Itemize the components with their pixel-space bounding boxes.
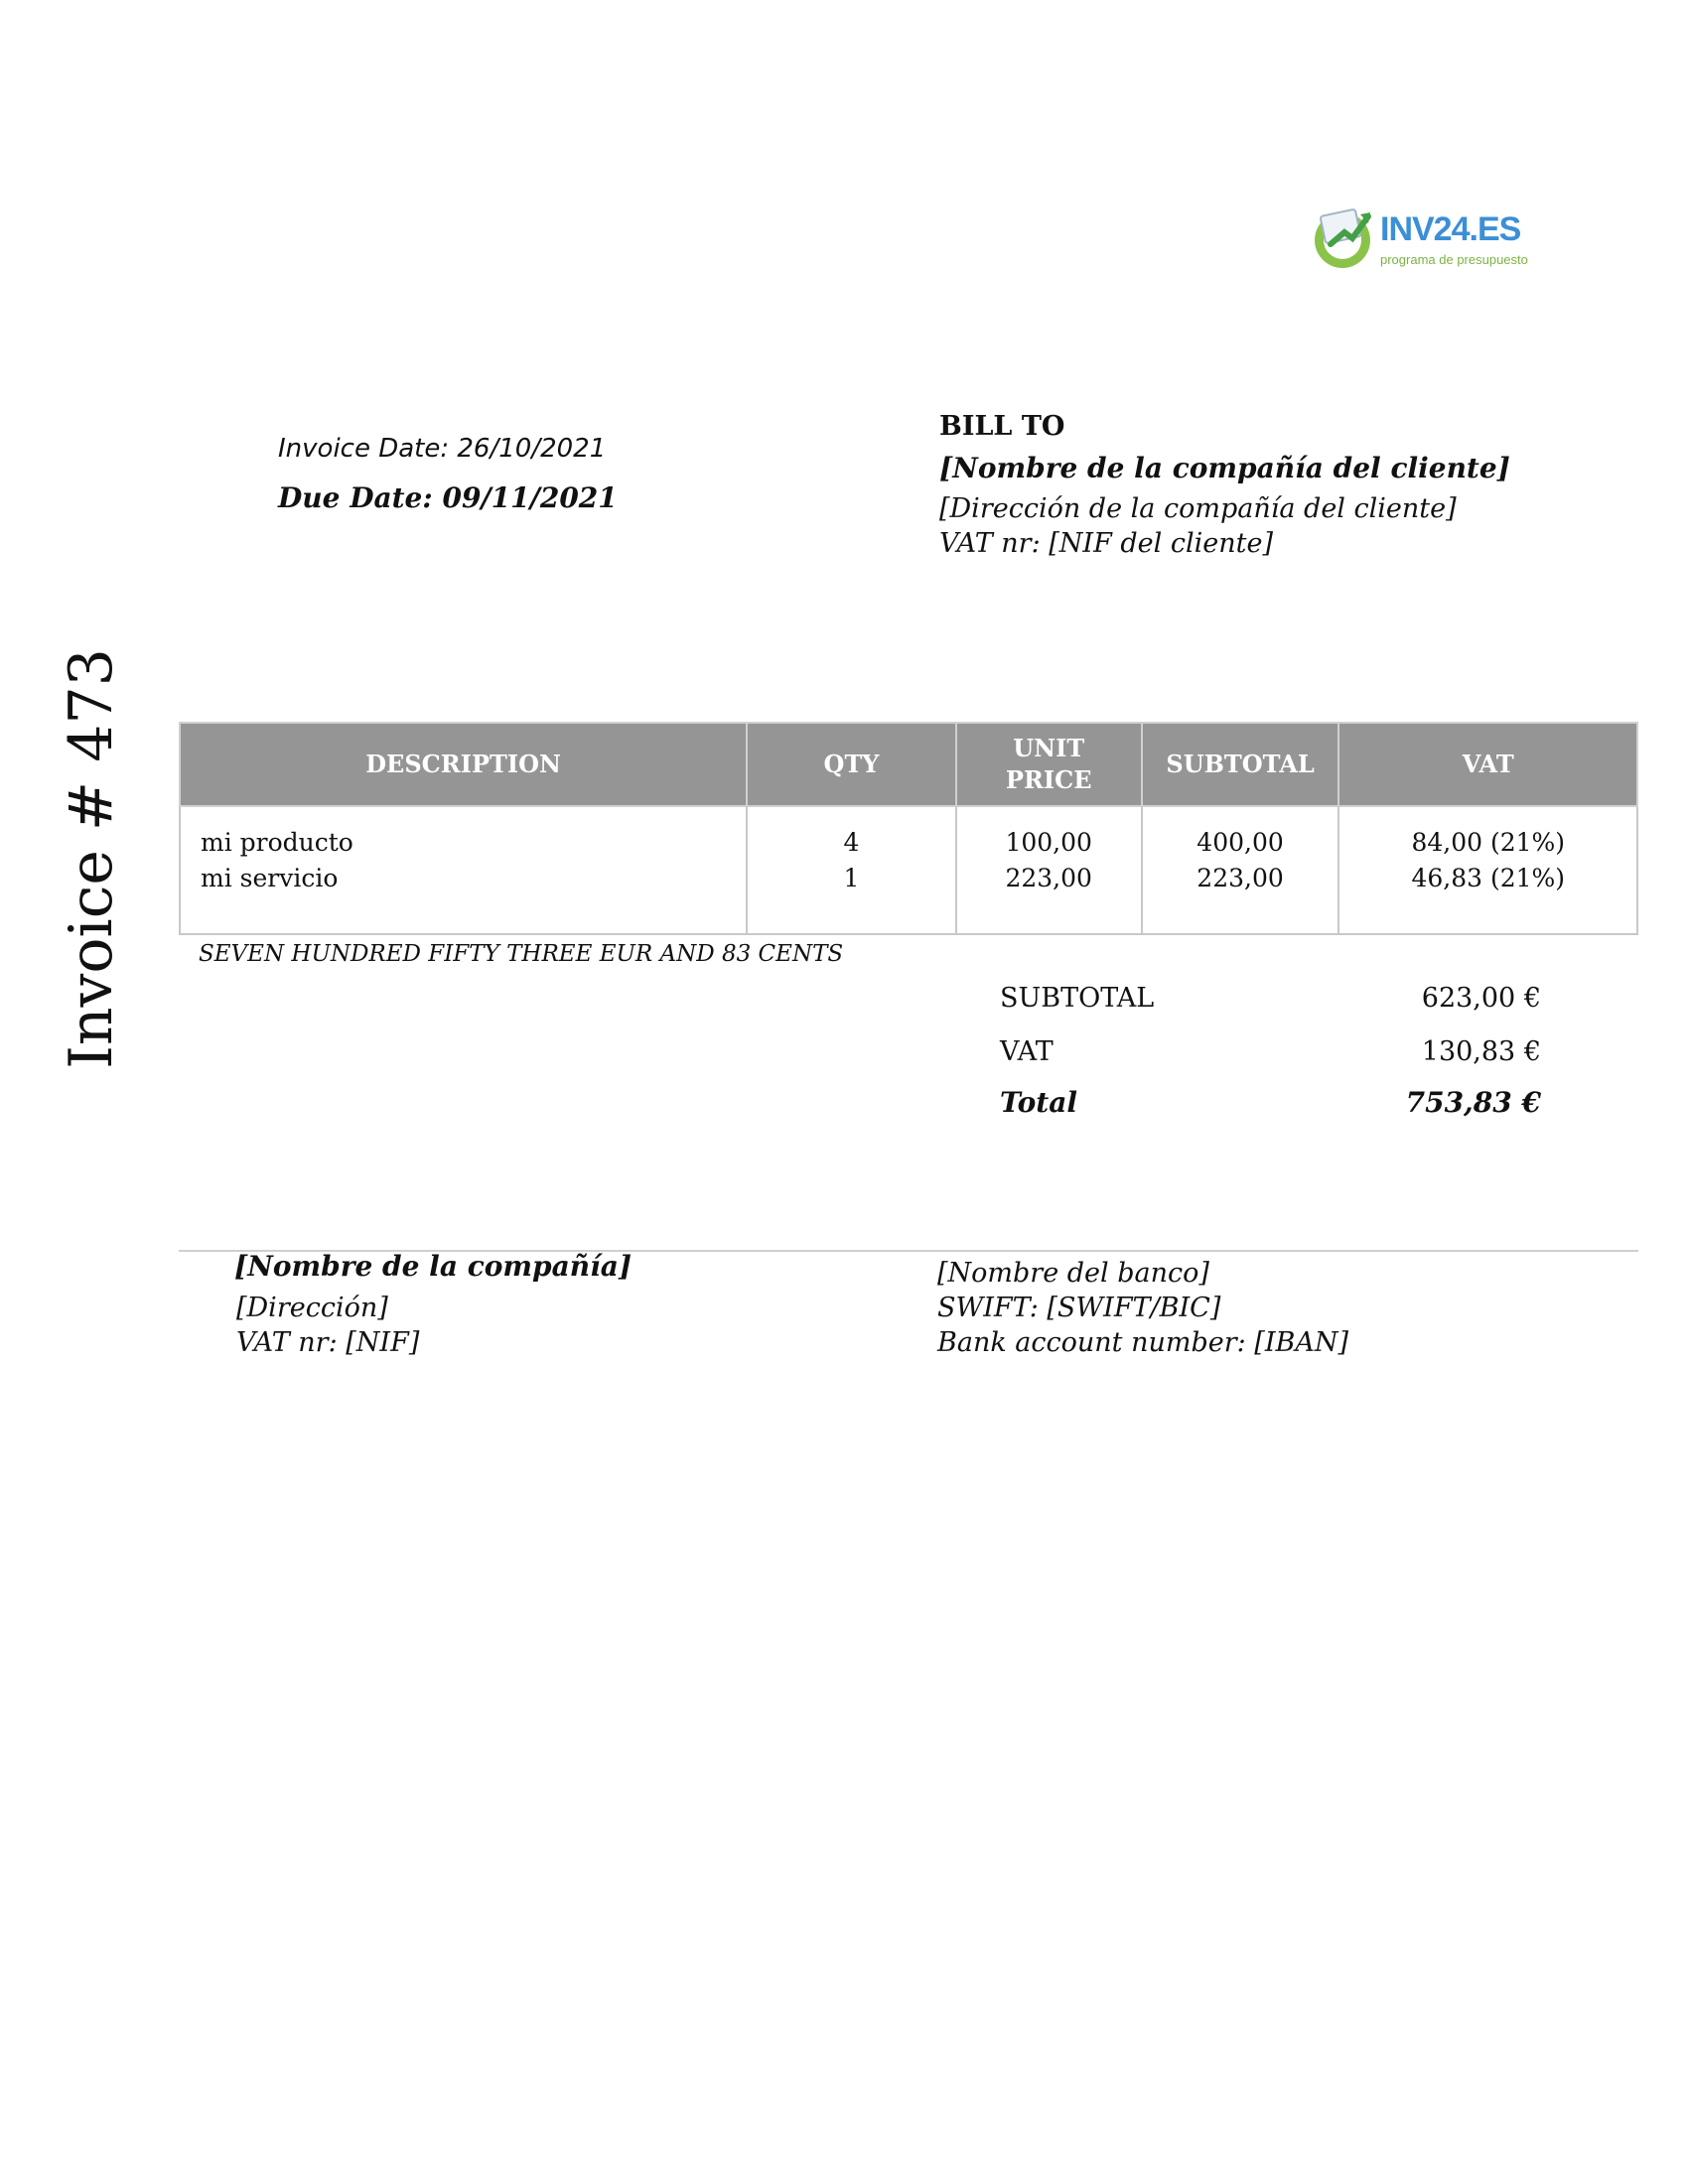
row-subtotal: 400,00 bbox=[1142, 806, 1339, 861]
row-vat: 84,00 (21%) bbox=[1338, 806, 1637, 861]
footer-company: [Nombre de la compañía] bbox=[234, 1250, 633, 1283]
logo-text: INV24.ES bbox=[1380, 210, 1521, 248]
logo-icon bbox=[1309, 203, 1378, 272]
row-description: mi producto bbox=[180, 806, 747, 861]
subtotal-label: SUBTOTAL bbox=[1000, 983, 1155, 1014]
bill-to-vat: VAT nr: [NIF del cliente] bbox=[939, 528, 1273, 559]
company-logo bbox=[1309, 203, 1527, 282]
footer-vat: VAT nr: [NIF] bbox=[236, 1327, 420, 1358]
logo-tagline: programa de presupuesto bbox=[1380, 252, 1528, 267]
row-subtotal: 223,00 bbox=[1142, 861, 1339, 896]
col-header-qty: QTY bbox=[747, 723, 956, 806]
invoice-date: Invoice Date: 26/10/2021 bbox=[278, 434, 607, 464]
table-row bbox=[180, 806, 1637, 861]
bill-to-company: [Nombre de la compañía del cliente] bbox=[939, 452, 1510, 484]
due-date: Due Date: 09/11/2021 bbox=[278, 481, 618, 514]
footer-swift: SWIFT: [SWIFT/BIC] bbox=[937, 1293, 1221, 1323]
col-header-vat: VAT bbox=[1338, 723, 1637, 806]
unit-price-header-line2: PRICE bbox=[1005, 765, 1092, 794]
row-unit-price: 223,00 bbox=[956, 861, 1142, 896]
items-table bbox=[179, 722, 1638, 935]
amount-in-words: SEVEN HUNDRED FIFTY THREE EUR AND 83 CENTS bbox=[199, 941, 844, 967]
total-value: 753,83 € bbox=[1405, 1086, 1541, 1119]
vat-label: VAT bbox=[1000, 1036, 1054, 1067]
subtotal-value: 623,00 € bbox=[1421, 983, 1541, 1014]
unit-price-header-line1: UNIT bbox=[1013, 734, 1085, 762]
bill-to-heading: BILL TO bbox=[939, 411, 1065, 442]
footer-iban: Bank account number: [IBAN] bbox=[937, 1327, 1349, 1358]
col-header-subtotal: SUBTOTAL bbox=[1142, 723, 1339, 806]
vat-value: 130,83 € bbox=[1421, 1036, 1541, 1067]
row-unit-price: 100,00 bbox=[956, 806, 1142, 861]
row-qty: 4 bbox=[747, 806, 956, 861]
row-qty: 1 bbox=[747, 861, 956, 896]
bill-to-address: [Dirección de la compañía del cliente] bbox=[939, 493, 1457, 524]
footer-bank-name: [Nombre del banco] bbox=[937, 1258, 1209, 1289]
table-header-row bbox=[180, 723, 1637, 806]
col-header-unit-price bbox=[956, 723, 1142, 806]
col-header-description: DESCRIPTION bbox=[180, 723, 747, 806]
invoice-number-title: Invoice # 473 bbox=[57, 648, 126, 1069]
footer-address: [Dirección] bbox=[236, 1293, 388, 1323]
table-row bbox=[180, 861, 1637, 896]
table-spacer-row bbox=[180, 896, 1637, 934]
row-vat: 46,83 (21%) bbox=[1338, 861, 1637, 896]
row-description: mi servicio bbox=[180, 861, 747, 896]
total-label: Total bbox=[1000, 1086, 1078, 1119]
